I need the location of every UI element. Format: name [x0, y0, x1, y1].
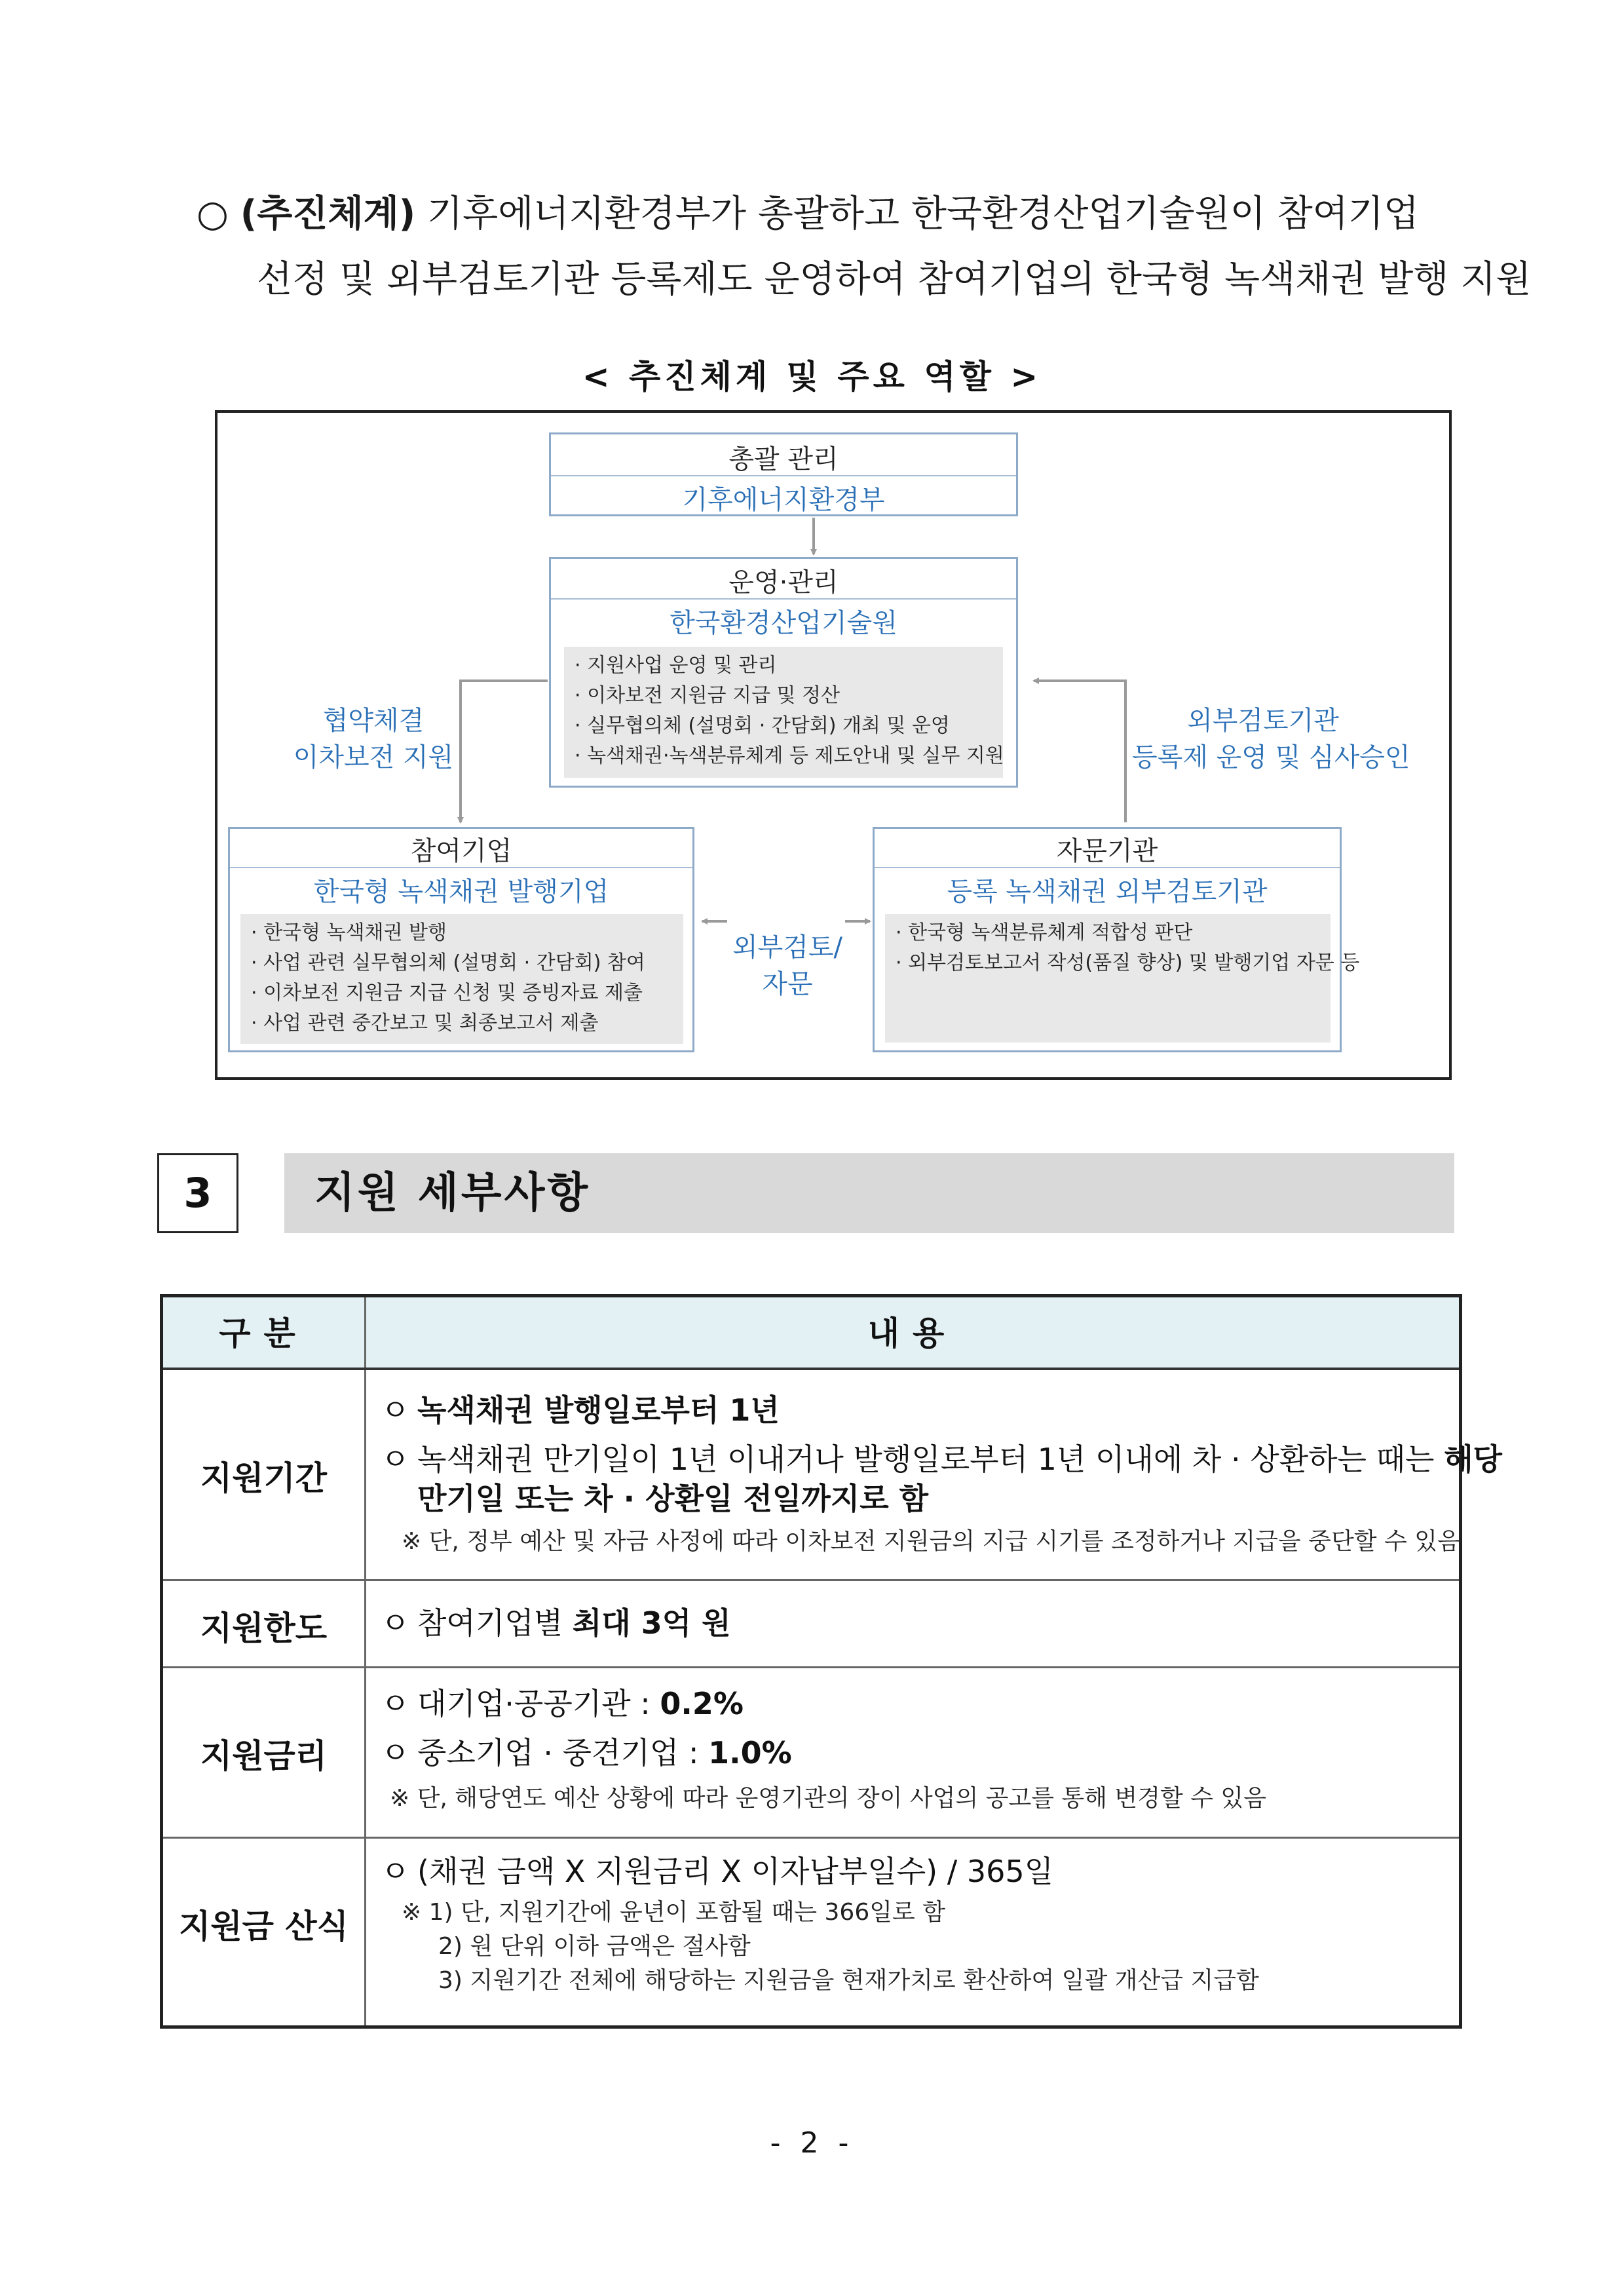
circle-bullet-icon: ○: [197, 193, 229, 235]
section-number: 3: [157, 1153, 238, 1233]
rate-note: ※ 단, 해당연도 예산 상황에 따라 운영기관의 장이 사업의 공고를 통해 변경할 수 있음: [390, 1785, 1266, 1812]
intro-line-2: 선정 및 외부검토기관 등록제도 운영하여 참여기업의 한국형 녹색채권 발행 지원: [257, 258, 1532, 301]
formula-bullet: ㅇ (채권 금액 X 지원금리 X 이자납부일수) / 365일: [381, 1852, 1053, 1891]
left-box-items: [240, 914, 683, 1044]
list-item: · 이차보전 지원금 지급 신청 및 증빙자료 제출: [251, 982, 643, 1004]
right-box: [873, 827, 1360, 1052]
list-item: · 이차보전 지원금 지급 및 정산: [575, 684, 840, 707]
top-box: [549, 432, 1018, 516]
list-item: · 사업 관련 중간보고 및 최종보고서 제출: [251, 1012, 599, 1035]
mid-box-items: [564, 647, 1003, 778]
limit-bullet: ㅇ 참여기업별 최대 3억 원: [381, 1603, 731, 1643]
diagram-title: < 추진체계 및 주요 역할 >: [582, 358, 1042, 396]
top-box-name: 기후에너지환경부: [682, 485, 885, 515]
list-item: · 한국형 녹색분류체계 적합성 판단: [896, 921, 1193, 944]
arrow-right-to-mid: [1034, 681, 1125, 822]
left-relation-label: 협약체결 이차보전 지원: [293, 706, 454, 773]
right-box-name: 등록 녹색채권 외부검토기관: [947, 877, 1268, 907]
right-relation-label: 외부검토기관 등록제 운영 및 심사승인: [1132, 706, 1410, 773]
formula-note-1: ※ 1) 단, 지원기간에 윤년이 포함될 때는 366일로 함: [402, 1899, 946, 1926]
section-title: 지원 세부사항: [284, 1153, 1454, 1233]
list-item: · 실무협의체 (설명회 · 간담회) 개최 및 운영: [575, 714, 950, 737]
row-label-period: 지원기간: [200, 1459, 328, 1497]
bullet-icon: ㅇ: [381, 1686, 410, 1721]
rate-bullet-1: ㅇ 대기업·공공기관 : 0.2%: [381, 1684, 744, 1723]
support-details-table: [160, 1294, 1502, 2029]
period-note: ※ 단, 정부 예산 및 자금 사정에 따라 이차보전 지원금의 지급 시기를 조정하거나 지급을 중단할 수 있음: [402, 1528, 1460, 1555]
mid-box-header: 운영·관리: [728, 567, 839, 598]
bullet-icon: ㅇ: [381, 1392, 410, 1428]
center-relation-label: 외부검토/ 자문: [732, 932, 843, 999]
rate-bullet-2: ㅇ 중소기업 · 중견기업 : 1.0%: [381, 1733, 792, 1772]
list-item: · 외부검토보고서 작성(품질 향상) 및 발행기업 자문 등: [896, 951, 1360, 974]
left-box-name: 한국형 녹색채권 발행기업: [313, 877, 609, 907]
arrow-mid-to-left: [461, 681, 548, 822]
bullet-icon: ㅇ: [381, 1854, 410, 1889]
right-box-header: 자문기관: [1056, 836, 1158, 866]
row-label-formula: 지원금 산식: [179, 1907, 349, 1945]
row-label-limit: 지원한도: [200, 1609, 328, 1647]
period-bullet-1: ㅇ 녹색채권 발행일로부터 1년: [381, 1390, 780, 1430]
mid-box: [549, 557, 1018, 788]
list-item: · 지원사업 운영 및 관리: [575, 654, 777, 677]
row-label-rate: 지원금리: [200, 1737, 328, 1775]
period-bullet-2-cont: 만기일 또는 차 · 상환일 전일까지로 함: [417, 1481, 929, 1516]
bullet-icon: ㅇ: [381, 1605, 410, 1641]
formula-note-2: 2) 원 단위 이하 금액은 절사함: [438, 1933, 751, 1960]
left-box-header: 참여기업: [410, 836, 512, 866]
right-box-items: [885, 914, 1360, 1043]
formula-note-3: 3) 지원기간 전체에 해당하는 지원금을 현재가치로 환산하여 일괄 개산급 지급함: [438, 1967, 1259, 1994]
left-box: [228, 827, 694, 1052]
intro-line1-text: 기후에너지환경부가 총괄하고 한국환경산업기술원이 참여기업: [415, 193, 1420, 235]
bullet-icon: ㅇ: [381, 1735, 410, 1770]
mid-box-name: 한국환경산업기술원: [670, 608, 897, 638]
bullet-icon: ㅇ: [381, 1442, 410, 1477]
table-header-category: 구분: [219, 1314, 309, 1352]
period-bullet-2: ㅇ 녹색채권 만기일이 1년 이내거나 발행일로부터 1년 이내에 차 · 상환하는 때는 해당: [381, 1440, 1502, 1479]
top-box-header: 총괄 관리: [728, 444, 839, 474]
list-item: · 사업 관련 실무협의체 (설명회 · 간담회) 참여: [251, 951, 645, 974]
list-item: · 한국형 녹색채권 발행: [251, 921, 447, 944]
intro-label: (추진체계): [240, 193, 416, 235]
page-number: - 2 -: [770, 2126, 854, 2160]
list-item: · 녹색채권·녹색분류체계 등 제도안내 및 실무 지원: [575, 744, 1004, 767]
table-header-content: 내용: [867, 1314, 958, 1352]
